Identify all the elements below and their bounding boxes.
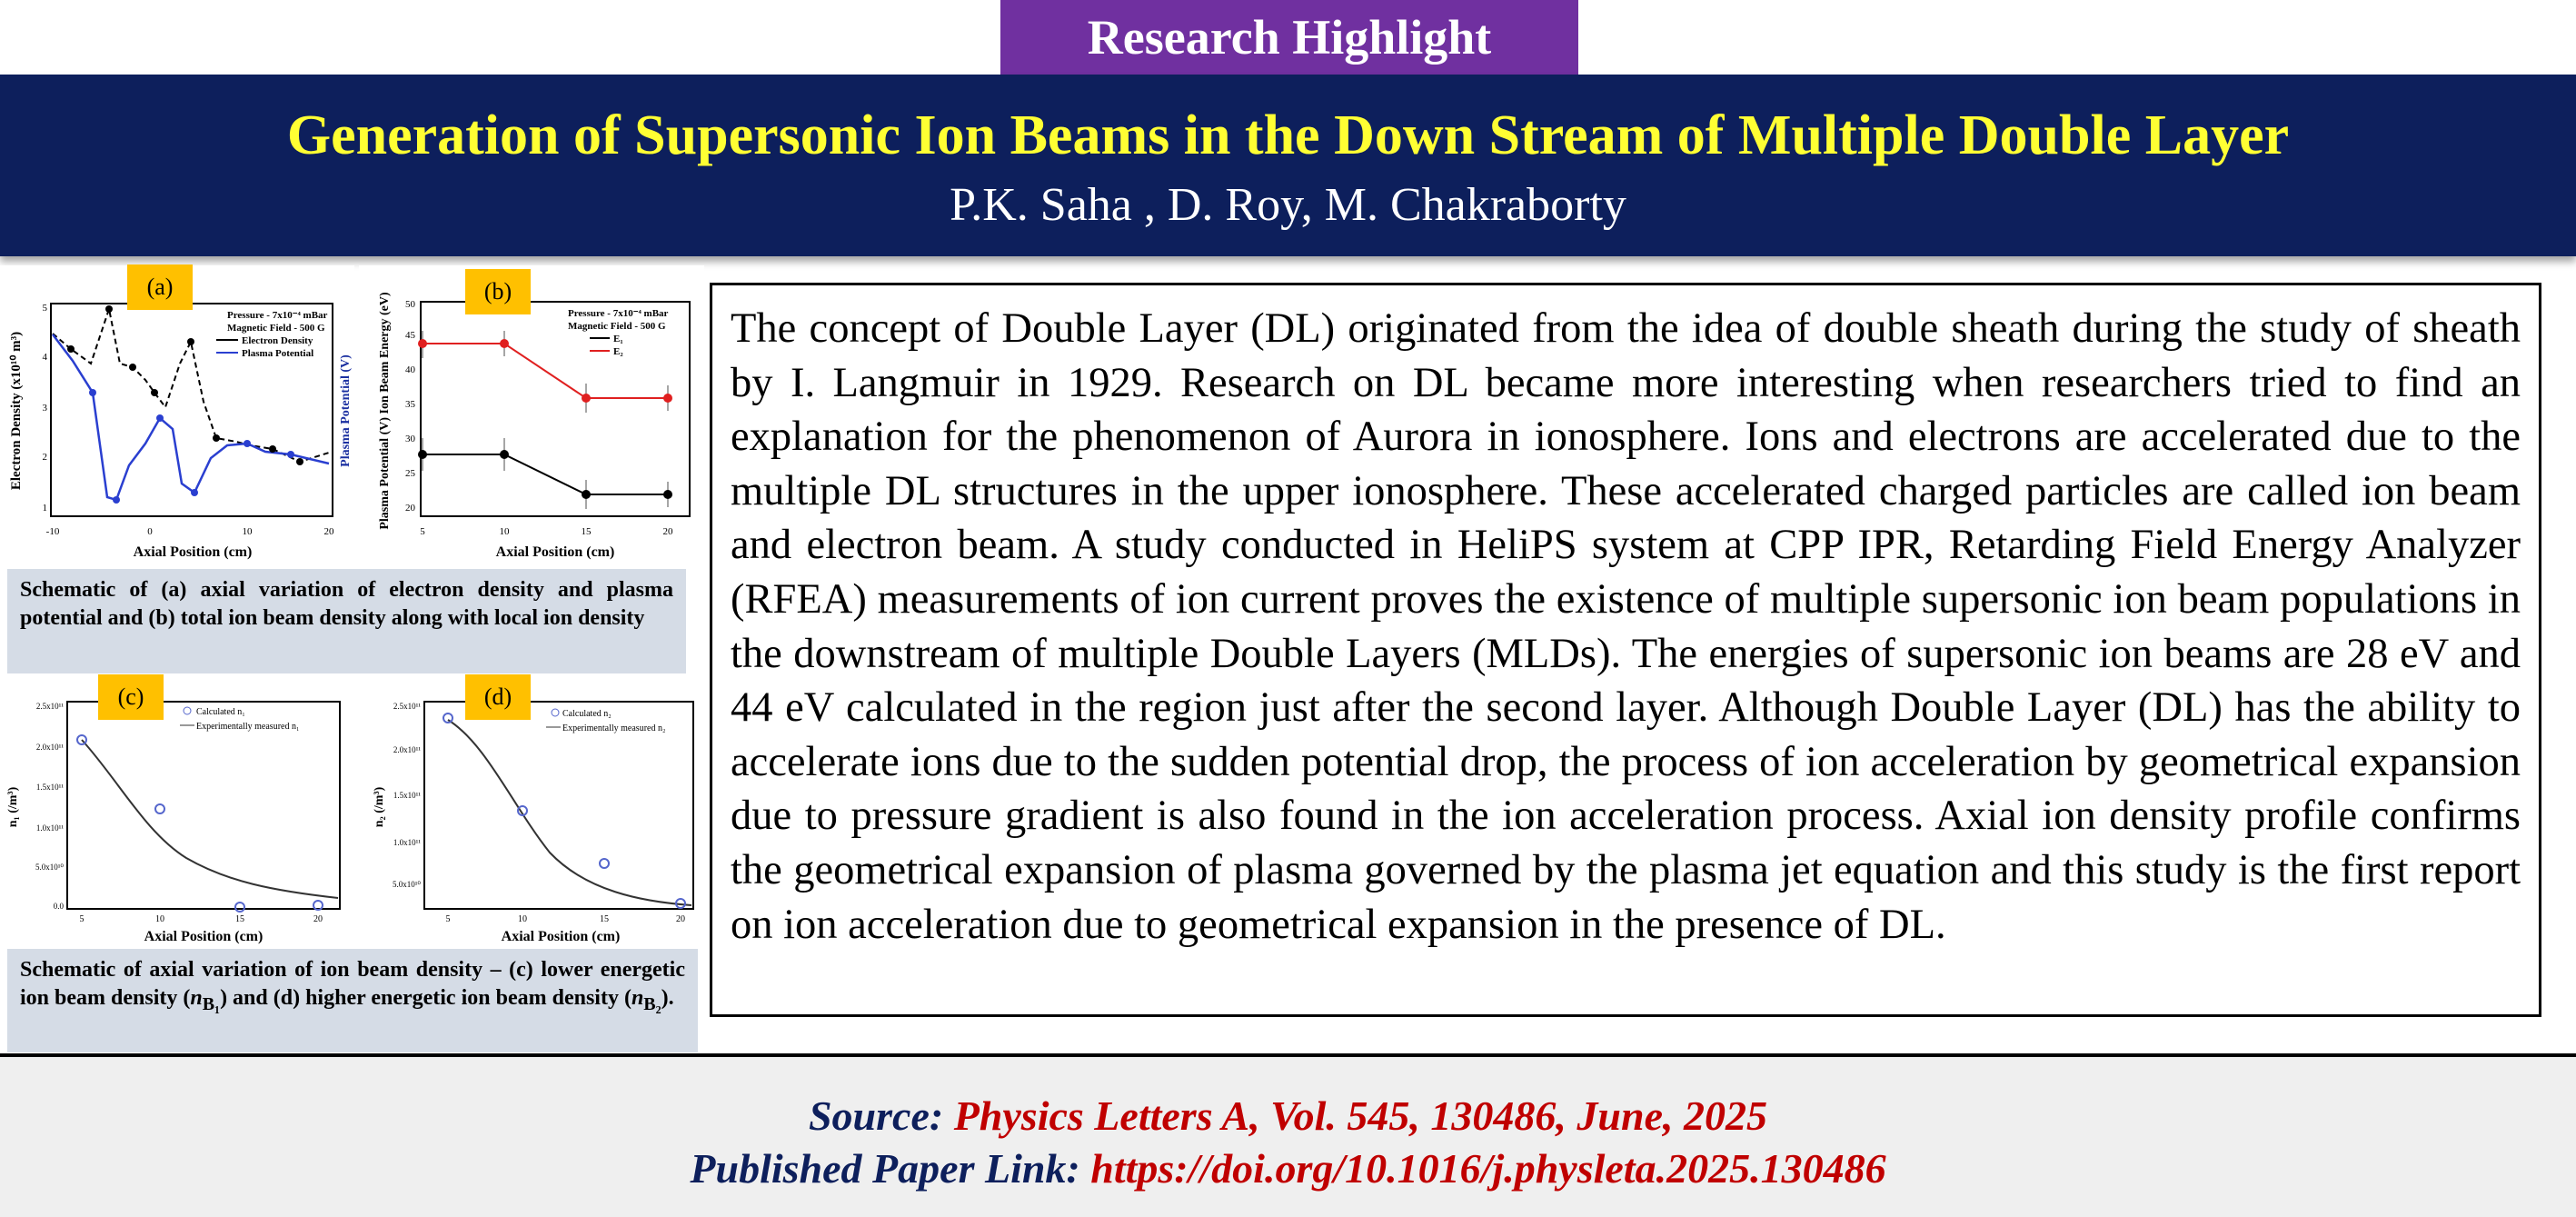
xtick-c: 10 (155, 914, 164, 924)
caption-cd-text: ). (661, 986, 674, 1010)
ytick-a: 3 (42, 403, 47, 414)
xtick-a: 0 (147, 526, 153, 537)
ylabel-c: n₁ (/m³) (6, 786, 20, 828)
link-label: Published Paper Link: (690, 1145, 1080, 1192)
legend-b-e1: E₁ (613, 334, 623, 344)
ytick-a: 2 (42, 452, 47, 463)
ytick-c: 0.0 (53, 902, 64, 911)
ytick-c: 1.0x10¹¹ (35, 823, 64, 833)
ytick-c: 2.0x10¹¹ (35, 743, 64, 752)
ytick-d: 5.0x10¹⁰ (392, 880, 421, 889)
xlabel-d: Axial Position (cm) (501, 929, 621, 944)
xtick-d: 20 (676, 914, 685, 924)
ytick-c: 1.5x10¹¹ (35, 783, 64, 792)
figure-c-label: (c) (98, 674, 164, 720)
paper-title: Generation of Supersonic Ion Beams in the Down Stream of Multiple Double Layer (286, 105, 2290, 166)
footer (0, 1053, 2576, 1217)
ytick-d: 2.0x10¹¹ (393, 745, 421, 754)
ytick-c: 5.0x10¹⁰ (35, 863, 64, 872)
xtick-a: 20 (323, 526, 334, 537)
e2-series (423, 344, 668, 398)
ylabel-a: Electron Density (x10¹⁰ m³) (9, 331, 24, 491)
e1-series (423, 454, 668, 494)
ytick-a: 1 (42, 503, 47, 514)
y2label-a: Plasma Potential (V) (339, 354, 353, 467)
ylabel-b: Plasma Potential (V) Ion Beam Energy (eV) (378, 292, 392, 530)
ytick-b: 50 (405, 299, 415, 310)
caption-ab: Schematic of (a) axial variation of electron density and plasma potential and (b) total ion beam density along with local ion density (7, 569, 686, 673)
xtick-d: 10 (518, 914, 527, 924)
ytick-b: 30 (405, 434, 415, 444)
legend-d-calc: Calculated n₂ (562, 709, 612, 719)
legend-c-exp: Experimentally measured n₁ (196, 722, 300, 732)
source-value: Physics Letters A, Vol. 545, 130486, June, 2025 (953, 1092, 1768, 1139)
ytick-d: 1.5x10¹¹ (393, 791, 421, 800)
legend-b-e2: E₂ (613, 346, 623, 357)
ytick-b: 45 (405, 330, 415, 341)
caption-cd (7, 949, 698, 1052)
ytick-b: 40 (405, 364, 415, 375)
caption-cd-n1: n (190, 986, 203, 1010)
source-line (0, 1090, 2576, 1142)
legend-b-pressure: Pressure - 7x10⁻⁴ mBar (568, 308, 669, 319)
ytick-a: 4 (42, 352, 47, 363)
xtick-c: 20 (313, 914, 323, 924)
caption-cd-text: Schematic of axial variation of ion beam density – (c) lower energetic ion beam density ( (20, 958, 685, 1010)
legend-a-pressure: Pressure - 7x10⁻⁴ mBar (227, 310, 328, 321)
figure-d-label: (d) (465, 674, 531, 720)
legend-a-density: Electron Density (242, 335, 313, 346)
ytick-c: 2.5x10¹¹ (35, 702, 64, 711)
calculated-curve-d (448, 720, 691, 905)
ytick-a: 5 (42, 303, 47, 314)
xtick-a: -10 (45, 526, 60, 537)
ylabel-d: n₂ (/m³) (373, 786, 386, 828)
xlabel-b: Axial Position (cm) (495, 544, 615, 560)
legend-a-field: Magnetic Field - 500 G (227, 323, 325, 334)
legend-c-calc: Calculated n₁ (196, 707, 245, 717)
xtick-b: 10 (499, 526, 510, 537)
ytick-b: 20 (405, 503, 415, 514)
figure-d (359, 680, 704, 945)
figure-c (0, 680, 350, 945)
legend-a-potential: Plasma Potential (242, 348, 314, 359)
xtick-c: 5 (79, 914, 85, 924)
paper-authors: P.K. Saha , D. Roy, M. Chakraborty (950, 179, 1626, 231)
xlabel-c: Axial Position (cm) (144, 929, 264, 944)
xtick-c: 15 (235, 914, 244, 924)
ytick-b: 35 (405, 399, 415, 410)
legend-d-exp: Experimentally measured n₂ (562, 723, 666, 733)
calculated-curve-c (82, 740, 338, 898)
xtick-d: 5 (445, 914, 451, 924)
xtick-b: 20 (662, 526, 673, 537)
title-band (0, 75, 2576, 256)
caption-cd-sub2: B₂ (643, 993, 661, 1014)
caption-cd-sub1: B₁ (202, 993, 221, 1014)
figure-b (359, 265, 704, 565)
xlabel-a: Axial Position (cm) (133, 544, 253, 560)
xtick-a: 10 (242, 526, 253, 537)
caption-cd-n2: n (631, 986, 644, 1010)
figure-a (0, 265, 354, 565)
plasma-potential-series (53, 334, 329, 500)
ytick-d: 1.0x10¹¹ (393, 838, 421, 847)
abstract-text: The concept of Double Layer (DL) originated from the idea of double sheath during the study of sheath by I. Langmuir in 1929. Research on DL became more interesting when researchers tried to find an explanation for the phenomenon of Aurora in ionosphere. Ions and electrons are accelerated due to the multiple DL structures in the upper ionosphere. These accelerated charged particles are called ion beam and electron beam. A study conducted in HeliPS system at CPP IPR, Retarding Field Energy Analyzer (RFEA) measurements of ion current proves the existence of multiple supersonic ion beam populations in the downstream of multiple Double Layers (MLDs). The energies of supersonic ion beams are 28 eV and 44 eV calculated in the region just after the second layer. Although Double Layer (DL) has the ability to accelerate ions due to the sudden potential drop, the process of ion acceleration by geometrical expansion due to pressure gradient is also found in the ion acceleration process. Axial ion density profile confirms the geometrical expansion of plasma governed by the plasma jet equation and this study is the first report on ion acceleration due to geometrical expansion in the presence of DL. (710, 283, 2541, 1017)
xtick-b: 15 (581, 526, 592, 537)
caption-cd-text: ) and (d) higher energetic ion beam density ( (220, 986, 632, 1010)
ytick-b: 25 (405, 468, 415, 479)
link-line (0, 1142, 2576, 1195)
xtick-d: 15 (600, 914, 609, 924)
figure-a-label: (a) (127, 264, 193, 310)
legend-b-field: Magnetic Field - 500 G (568, 321, 666, 332)
ytick-d: 2.5x10¹¹ (393, 702, 421, 711)
figure-b-label: (b) (465, 269, 531, 314)
research-highlight-badge: Research Highlight (1000, 0, 1578, 75)
paper-link[interactable]: https://doi.org/10.1016/j.physleta.2025.130486 (1090, 1145, 1886, 1192)
xtick-b: 5 (420, 526, 425, 537)
source-label: Source: (808, 1092, 944, 1139)
